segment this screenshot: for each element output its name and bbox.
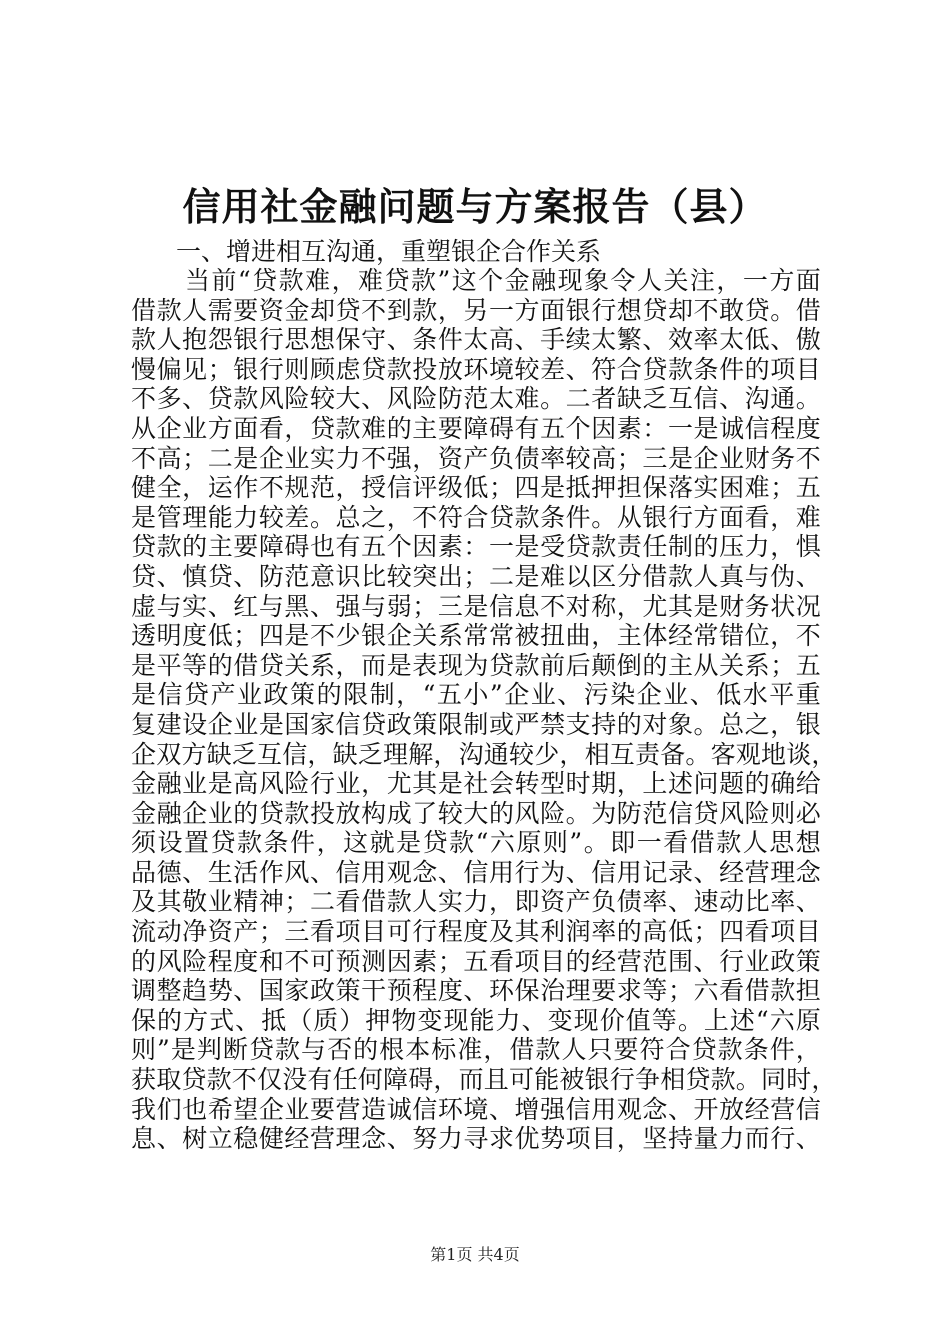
page-footer: 第1页 共4页 [430, 1245, 520, 1264]
paragraph-line: 流动净资产；三看项目可行程度及其利润率的高低；四看项目 [131, 917, 821, 947]
paragraph-line: 不高；二是企业实力不强，资产负债率较高；三是企业财务不 [131, 443, 821, 473]
paragraph-line: 是平等的借贷关系，而是表现为贷款前后颠倒的主从关系；五 [131, 650, 821, 680]
paragraph-line: 我们也希望企业要营造诚信环境、增强信用观念、开放经营信 [131, 1094, 821, 1124]
paragraph-line: 当前“贷款难，难贷款”这个金融现象令人关注，一方面 [185, 266, 821, 295]
paragraph-line: 借款人需要资金却贷不到款，另一方面银行想贷却不敢贷。借 [131, 295, 821, 325]
paragraph-line: 健全，运作不规范，授信评级低；四是抵押担保落实困难；五 [131, 473, 821, 503]
paragraph-line: 从企业方面看，贷款难的主要障碍有五个因素：一是诚信程度 [131, 413, 821, 443]
paragraph-line: 息、树立稳健经营理念、努力寻求优势项目，坚持量力而行、 [131, 1124, 821, 1154]
paragraph-line: 贷、慎贷、防范意识比较突出；二是难以区分借款人真与伪、 [131, 561, 821, 591]
paragraph-line: 及其敬业精神；二看借款人实力，即资产负债率、速动比率、 [131, 887, 821, 917]
paragraph-line: 慢偏见；银行则顾虑贷款投放环境较差、符合贷款条件的项目 [131, 354, 821, 384]
paragraph-line: 虚与实、红与黑、强与弱；三是信息不对称，尤其是财务状况 [131, 591, 821, 621]
paragraph-line: 复建设企业是国家信贷政策限制或严禁支持的对象。总之，银 [131, 709, 821, 739]
section-heading: 一、增进相互沟通，重塑银企合作关系 [176, 237, 602, 266]
paragraph-line: 透明度低；四是不少银企关系常常被扭曲，主体经常错位，不 [131, 621, 821, 651]
paragraph-line: 是管理能力较差。总之，不符合贷款条件。从银行方面看，难 [131, 502, 821, 532]
paragraph-line: 金融业是高风险行业，尤其是社会转型时期，上述问题的确给 [131, 769, 821, 799]
paragraph-line: 金融企业的贷款投放构成了较大的风险。为防范信贷风险则必 [131, 798, 821, 828]
paragraph-line: 获取贷款不仅没有任何障碍，而且可能被银行争相贷款。同时， [131, 1065, 837, 1095]
paragraph-line: 调整趋势、国家政策干预程度、环保治理要求等；六看借款担 [131, 976, 821, 1006]
document-title: 信用社金融问题与方案报告（县） [182, 184, 768, 229]
paragraph-line: 企双方缺乏互信，缺乏理解，沟通较少，相互责备。客观地谈， [131, 739, 837, 769]
paragraph-line: 品德、生活作风、信用观念、信用行为、信用记录、经营理念 [131, 857, 821, 887]
paragraph-line: 不多、贷款风险较大、风险防范太难。二者缺乏互信、沟通。 [131, 384, 821, 414]
paragraph-line: 是信贷产业政策的限制，“五小”企业、污染企业、低水平重 [131, 680, 821, 710]
paragraph-line: 则”是判断贷款与否的根本标准，借款人只要符合贷款条件， [131, 1035, 821, 1065]
body-paragraph [131, 266, 837, 1154]
paragraph-line: 保的方式、抵（质）押物变现能力、变现价值等。上述“六原 [131, 1005, 821, 1035]
paragraph-line: 贷款的主要障碍也有五个因素：一是受贷款责任制的压力，惧 [131, 532, 821, 562]
paragraph-line: 款人抱怨银行思想保守、条件太高、手续太繁、效率太低、傲 [131, 325, 821, 355]
paragraph-line: 须设置贷款条件，这就是贷款“六原则”。即一看借款人思想 [131, 828, 821, 858]
paragraph-line: 的风险程度和不可预测因素；五看项目的经营范围、行业政策 [131, 946, 821, 976]
